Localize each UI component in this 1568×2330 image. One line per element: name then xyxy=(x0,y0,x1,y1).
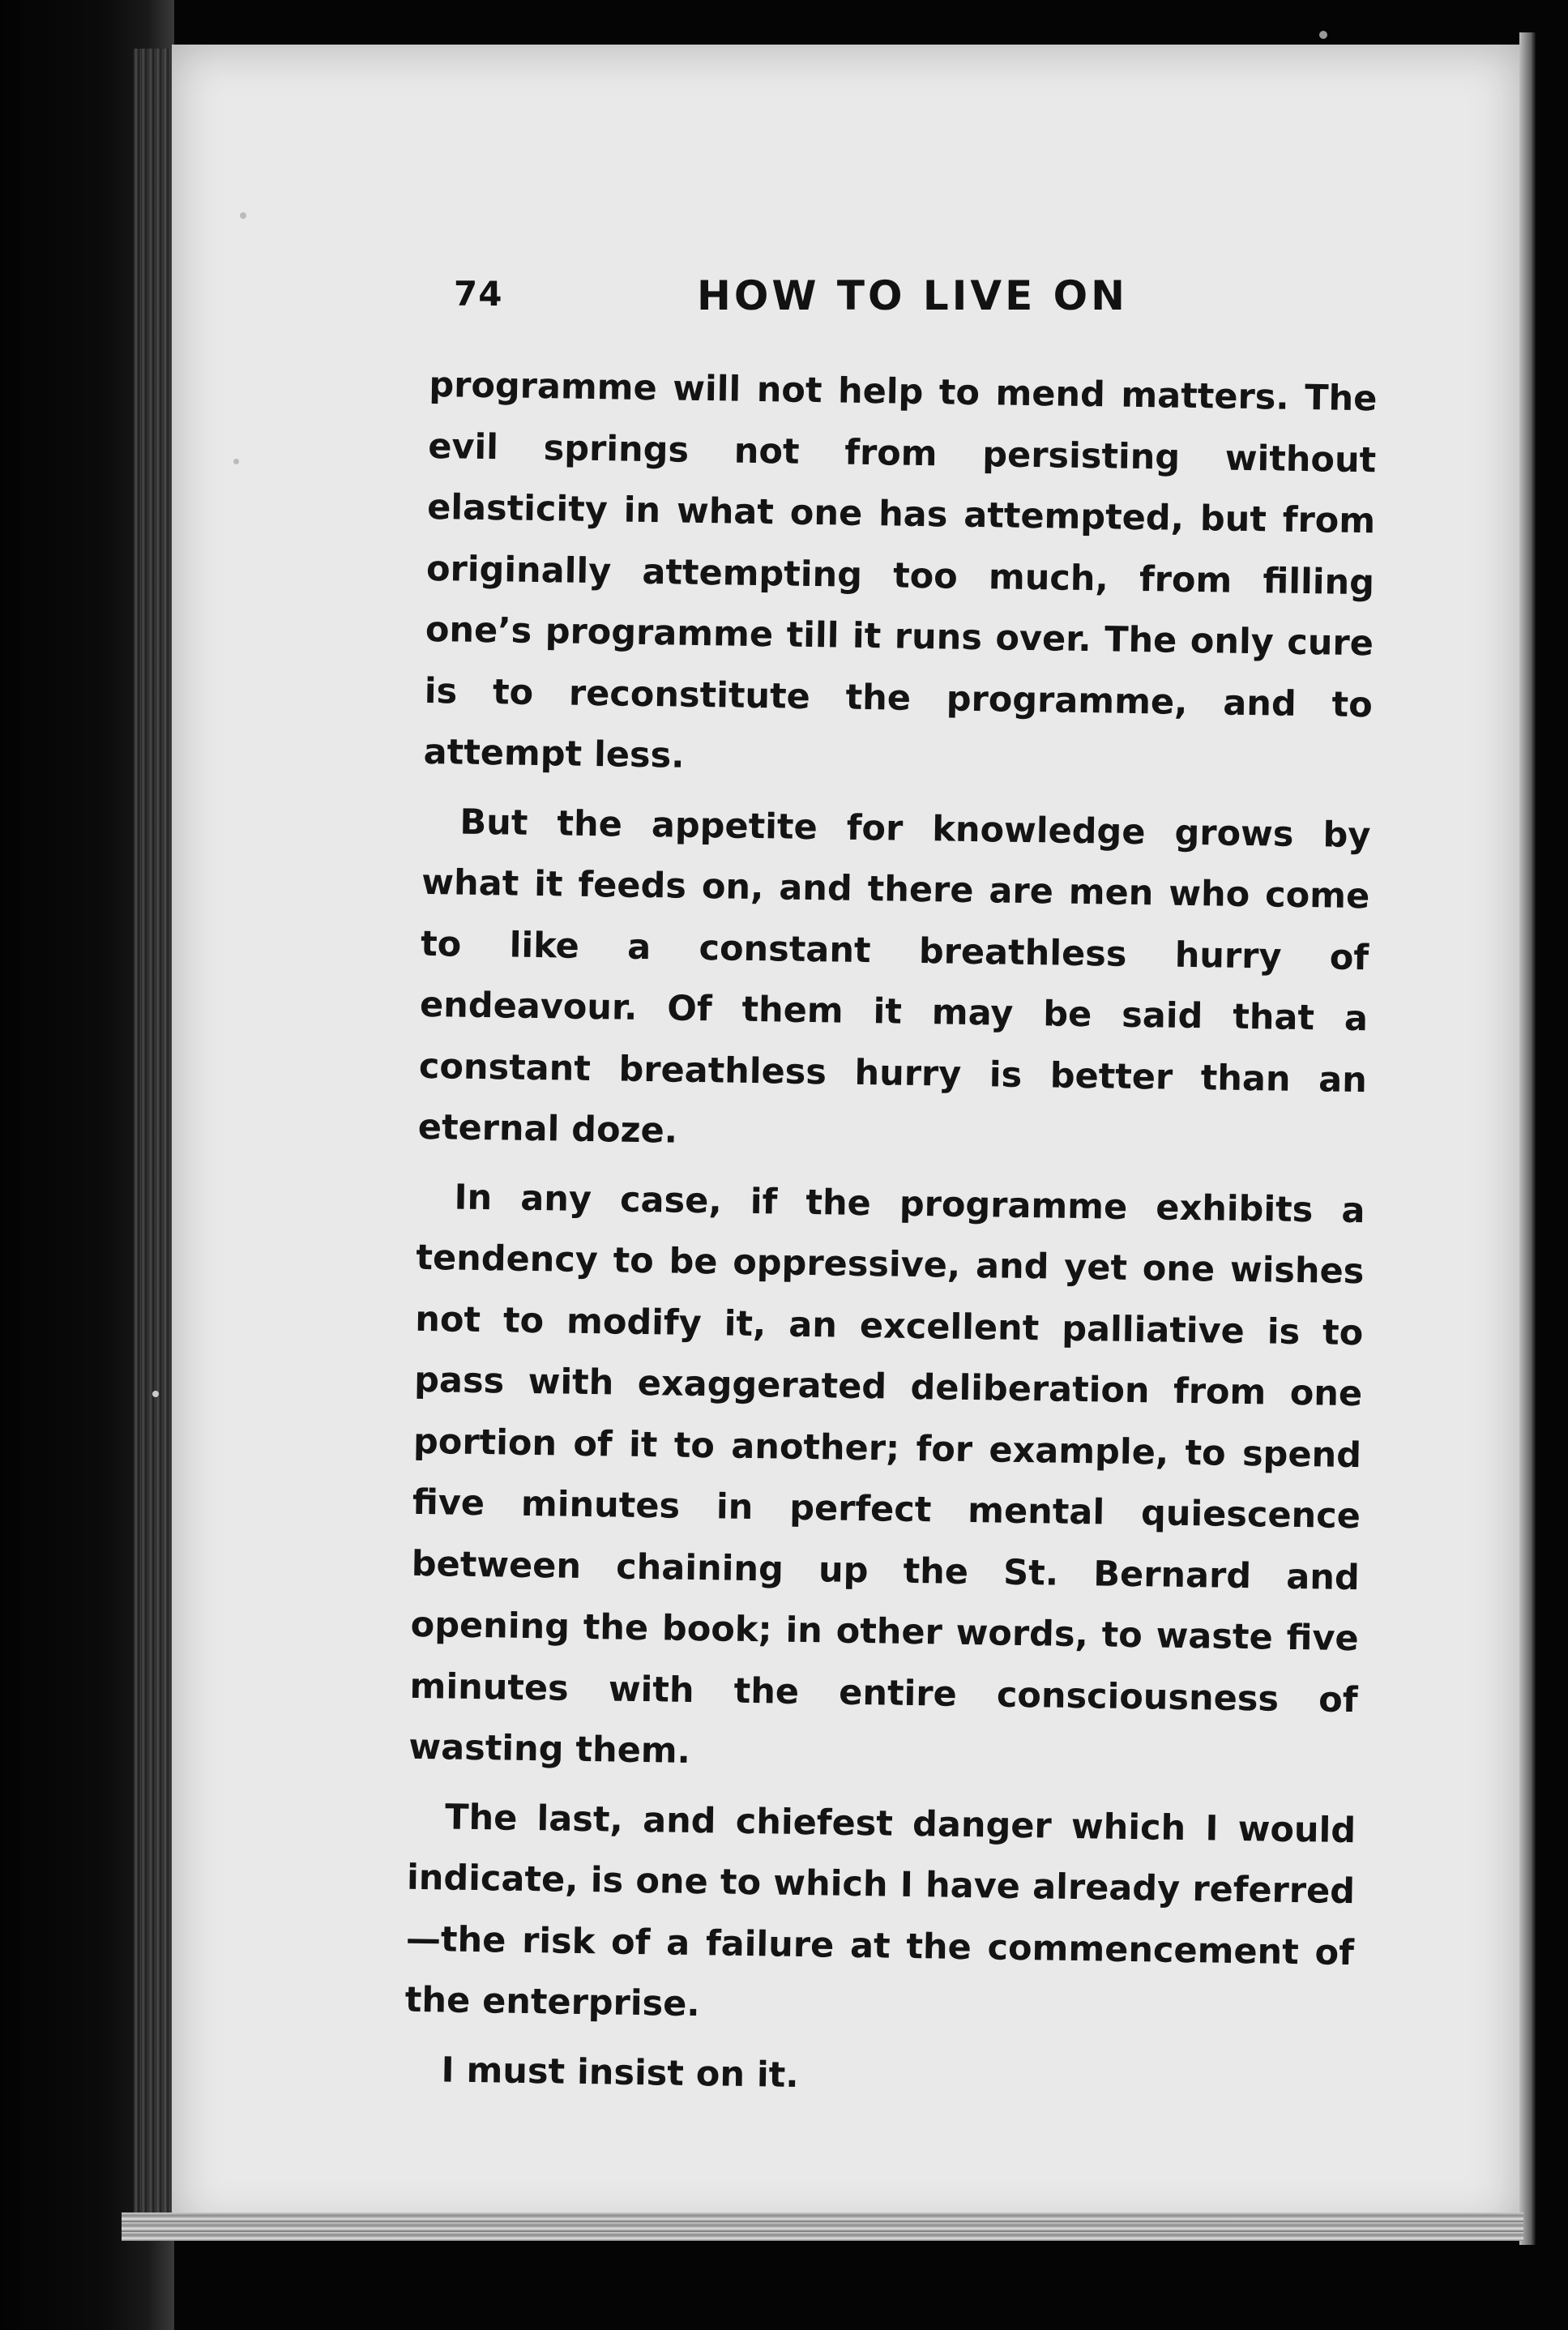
scan-speck xyxy=(1319,31,1327,39)
page-right-edge xyxy=(1519,32,1536,2245)
page-bottom-edge xyxy=(122,2212,1523,2241)
scan-speck xyxy=(240,212,246,219)
paragraph: But the appetite for knowledge grows by what it feeds on, and there are men who come to like a constant breathless hurry of endeavour. Of them it may be said that a constant breathless hurry is better than an eternal doze. xyxy=(417,802,1371,1152)
paragraph: The last, and chiefest danger which I would indicate, is one to which I have already referred —the risk of a failure at the commencement of the enterprise. xyxy=(404,1796,1357,2025)
paragraph: I must insist on it. xyxy=(441,2049,800,2096)
scan-speck xyxy=(152,1391,159,1397)
page-stack-edge xyxy=(134,49,173,2237)
paragraph: In any case, if the programme exhibits a tendency to be oppressive, and yet one wishes not to modify it, an excellent palliative is to pass with exaggerated deliberation from one portion of it to another; for example, to spend five minutes in perfect mental quiescence between chaining up the St. Bernard and opening the book; in other words, to waste five minutes with the entire consciousness of wasting them. xyxy=(408,1177,1365,1772)
paragraph: programme will not help to mend matters. The evil springs not from persisting without elasticity in what one has attempted, but from originally attempting too much, from filling one’s programme till it runs over. The only cure is to reconstitute the programme, and to attempt less. xyxy=(423,364,1378,776)
page-number: 74 xyxy=(454,274,503,314)
scan-speck xyxy=(233,459,239,464)
running-head xyxy=(454,250,1394,331)
body-text xyxy=(404,355,1378,2123)
running-head-title: HOW TO LIVE ON xyxy=(697,272,1129,319)
